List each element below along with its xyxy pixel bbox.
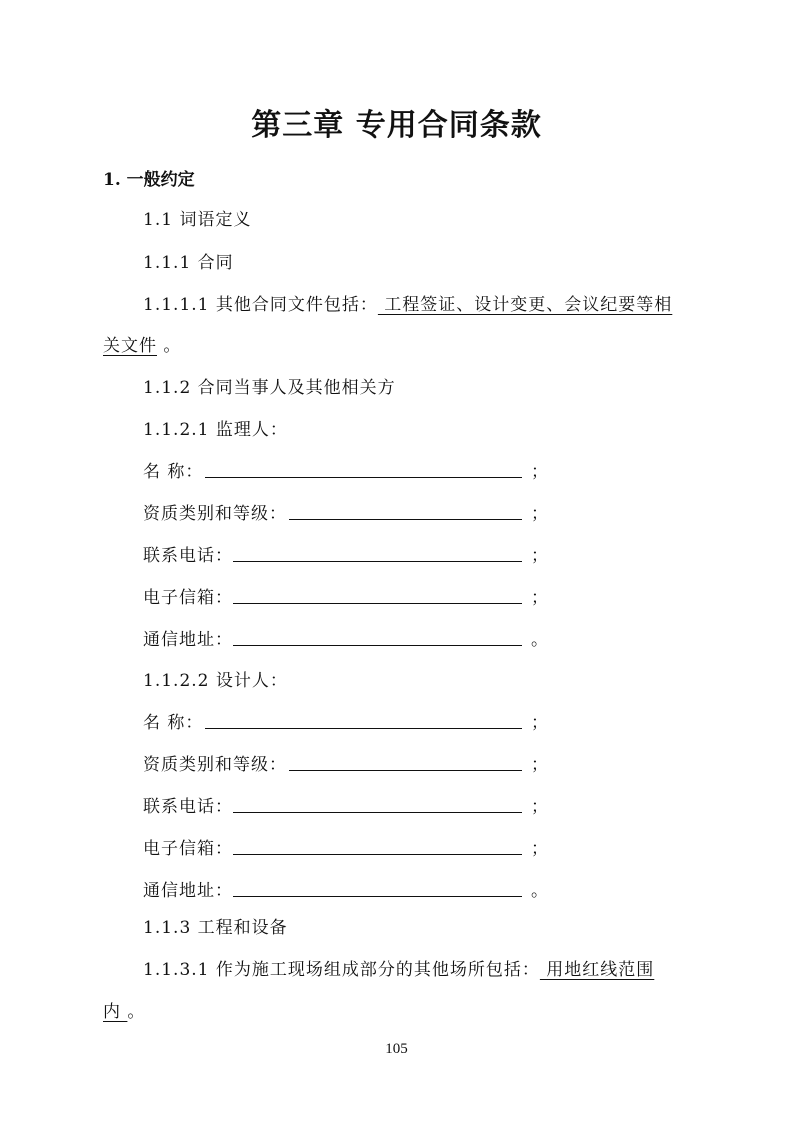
clause-end-punct: 。	[157, 336, 182, 356]
field-end-punct: ；	[531, 839, 548, 859]
field-end-punct: ；	[531, 797, 548, 817]
supervisor-email-label: 电子信箱：	[143, 588, 233, 608]
chapter-title: 第三章 专用合同条款	[251, 108, 542, 143]
designer-qualification-label: 资质类别和等级：	[143, 755, 287, 775]
designer-email-blank	[233, 854, 522, 855]
field-end-punct: ；	[531, 588, 548, 608]
field-end-punct: 。	[531, 630, 548, 650]
supervisor-name-label: 名 称：	[143, 462, 204, 482]
field-end-punct: ；	[531, 713, 548, 733]
clause-1-1-1-1-continued	[103, 334, 181, 358]
supervisor-phone-blank	[233, 561, 522, 562]
clause-1-1-3-1-continued	[103, 1000, 145, 1024]
supervisor-qualification-label: 资质类别和等级：	[143, 504, 287, 524]
designer-address-label: 通信地址：	[143, 881, 233, 901]
designer-address-blank	[233, 896, 522, 897]
clause-1-1-2-1: 1.1.2.1 监理人：	[143, 420, 288, 440]
clause-value: 工程签证、设计变更、会议纪要等相	[377, 295, 673, 315]
designer-email-label: 电子信箱：	[143, 839, 233, 859]
clause-1-1-1: 1.1.1 合同	[143, 253, 234, 273]
designer-phone-label: 联系电话：	[143, 797, 233, 817]
field-end-punct: ；	[531, 462, 548, 482]
supervisor-email-blank	[233, 603, 522, 604]
field-end-punct: ；	[531, 755, 548, 775]
field-end-punct: ；	[531, 504, 548, 524]
supervisor-name-blank	[205, 477, 522, 478]
supervisor-qualification-blank	[289, 519, 522, 520]
clause-1-1-2: 1.1.2 合同当事人及其他相关方	[143, 378, 396, 398]
supervisor-address-blank	[233, 645, 522, 646]
page-number: 105	[385, 1041, 408, 1057]
clause-1-1-3-1	[143, 958, 654, 982]
clause-value: 用地红线范围	[539, 960, 655, 980]
designer-name-blank	[205, 728, 522, 729]
field-end-punct: ；	[531, 546, 548, 566]
supervisor-phone-label: 联系电话：	[143, 546, 233, 566]
designer-phone-blank	[233, 812, 522, 813]
clause-value-continued: 内	[103, 1002, 128, 1022]
supervisor-address-label: 通信地址：	[143, 630, 233, 650]
clause-1-1-2-2: 1.1.2.2 设计人：	[143, 671, 288, 691]
designer-qualification-blank	[289, 770, 522, 771]
designer-name-label: 名 称：	[143, 713, 204, 733]
clause-label: 1.1.1.1 其他合同文件包括：	[143, 295, 378, 315]
clause-1-1-1-1	[143, 293, 672, 317]
section-heading-general: 1. 一般约定	[103, 170, 195, 190]
field-end-punct: 。	[531, 881, 548, 901]
clause-1-1: 1.1 词语定义	[143, 210, 252, 230]
clause-value-continued: 关文件	[103, 336, 157, 356]
clause-end-punct: 。	[127, 1002, 146, 1022]
clause-1-1-3: 1.1.3 工程和设备	[143, 918, 288, 938]
clause-label: 1.1.3.1 作为施工现场组成部分的其他场所包括：	[143, 960, 540, 980]
